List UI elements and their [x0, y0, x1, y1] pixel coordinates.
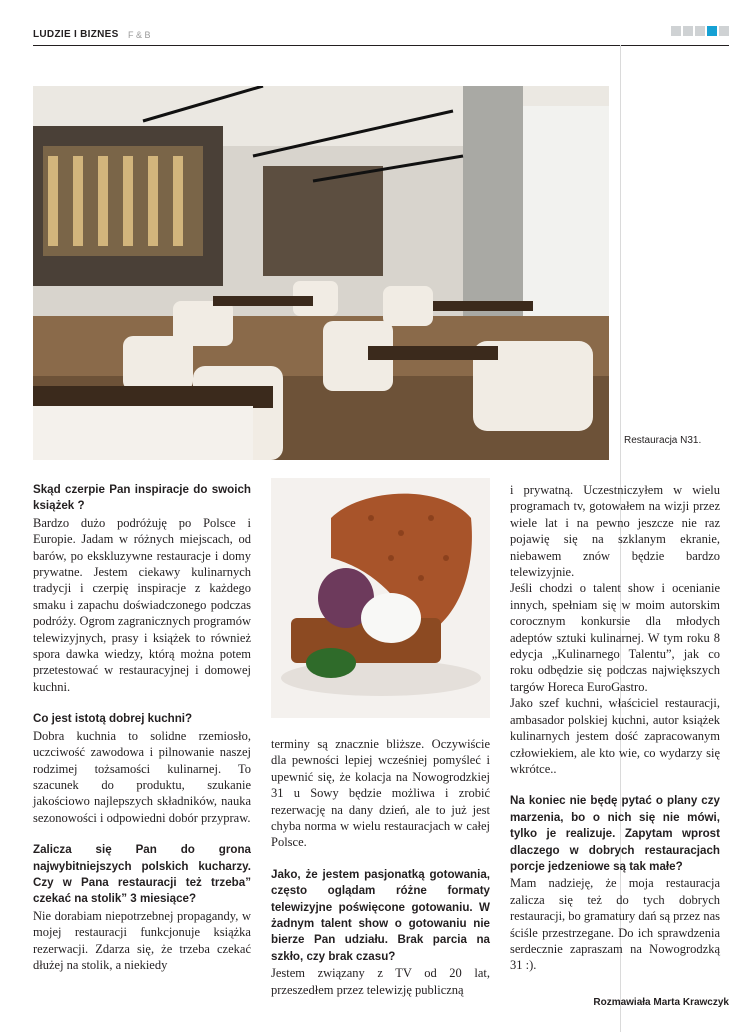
page-header	[33, 25, 729, 47]
indicator-square-active	[707, 26, 717, 36]
answer: Jako szef kuchni, właściciel restauracji, ambasador polskiej kuchni, autor książek kulinarnych jestem dość zapracowanym człowiekiem, ale kto wie, co wydarzy się wkrótce..	[510, 696, 720, 776]
answer: Dobra kuchnia to solidne rzemiosło, uczciwość zawodowa i pilnowanie naszej rodzimej tożsamości kulinarnej. To szacunek do produktu, szukanie jakościowo najlepszych składników, nauka sezonowości i odpowiedni dobór przypraw.	[33, 728, 251, 825]
answer: Jeśli chodzi o talent show i ocenianie innych, spełniam się w moim autorskim corocznym konkursie dla młodych adeptów sztuki kulinarnej. W tym roku 8 edycja „Kulinarnego Talentu”, jak co roku odbędzie się podczas największych targów Horeca EuroGastro.	[510, 581, 720, 694]
answer: i prywatną. Uczestniczyłem w wielu programach tv, gotowałem na wizji przez wiele lat i na pewno jeszcze nie raz pojawię się na szklanym ekranie, niebawem znów będzie bardzo telewizyjnie.	[510, 483, 720, 580]
indicator-square	[671, 26, 681, 36]
byline: Rozmawiała Marta Krawczyk	[593, 997, 729, 1008]
restaurant-photo	[33, 86, 609, 460]
section-title: LUDZIE I BIZNES	[33, 29, 119, 40]
answer: terminy są znacznie bliższe. Oczywiście dla pewności lepiej wcześniej pomyśleć i upewnić się, że kolacja na Nowogrodzkiej 31 u Sowy będzie możliwa i zrobić rezerwację na dany dzień, ale to już jest chyba norma w wielu restauracjach w całej Polsce.	[271, 737, 490, 850]
answer: Nie dorabiam niepotrzebnej propagandy, w mojej restauracji funkcjonuje książka rezerwacji. Zdarza się, że trzeba czekać dłużej na stolik, a niekiedy	[33, 908, 251, 972]
photo-caption: Restauracja N31.	[624, 435, 702, 446]
dish-photo	[271, 478, 490, 718]
question: Co jest istotą dobrej kuchni?	[33, 712, 193, 726]
subsection-label: F & B	[128, 30, 151, 40]
indicator-square	[695, 26, 705, 36]
answer: Jestem związany z TV od 20 lat, przeszedłem przez telewizję publiczną	[271, 966, 490, 997]
answer: Bardzo dużo podróżuję po Polsce i Europie. Jadam w różnych miejscach, od barów, po ekskluzywne restauracje i domy prywatne. Jestem ciekawy kulinarnych tradycji i czerpię inspiracje z każdego smaku i zapachu doświadczonego podczas podróży. Ogrom zagranicznych programów telewizyjnych, prasy i książek to również spora dawka wiedzy, którą można potem przetestować w restauracyjnej i domowej kuchni.	[33, 515, 251, 694]
question: Zalicza się Pan do grona najwybitniejszych polskich kucharzy. Czy w Pana restauracji też trzeba” czekać na stolik” 3 miesiące?	[33, 843, 251, 906]
indicator-square	[683, 26, 693, 36]
column-3	[510, 482, 720, 974]
question: Jako, że jestem pasjonatką gotowania, często oglądam różne formaty telewizyjne poświęcone gotowaniu. W żadnym talent show o gotowaniu nie bierze Pan udziału. Brak parcia na szkło, czy brak czasu?	[271, 867, 490, 963]
question: Na koniec nie będę pytać o plany czy marzenia, bo o nich się nie mówi, tylko je realizuje. Zapytam wprost dlaczego w dobrych restauracjach porcje jedzeniowe są tak małe?	[510, 794, 720, 873]
question: Skąd czerpie Pan inspiracje do swoich książek ?	[33, 483, 251, 513]
answer: Mam nadzieję, że moja restauracja zalicza się też do tych dobrych restauracji, bo gramatury dań są przez nas ściśle przestrzegane. Do ich sprawdzenia serdecznie zapraszam na Nowogrodzką 31 :).	[510, 876, 720, 973]
column-2	[271, 736, 490, 998]
header-rule	[33, 45, 729, 46]
section-indicator	[671, 26, 729, 36]
column-1	[33, 482, 251, 973]
indicator-square	[719, 26, 729, 36]
